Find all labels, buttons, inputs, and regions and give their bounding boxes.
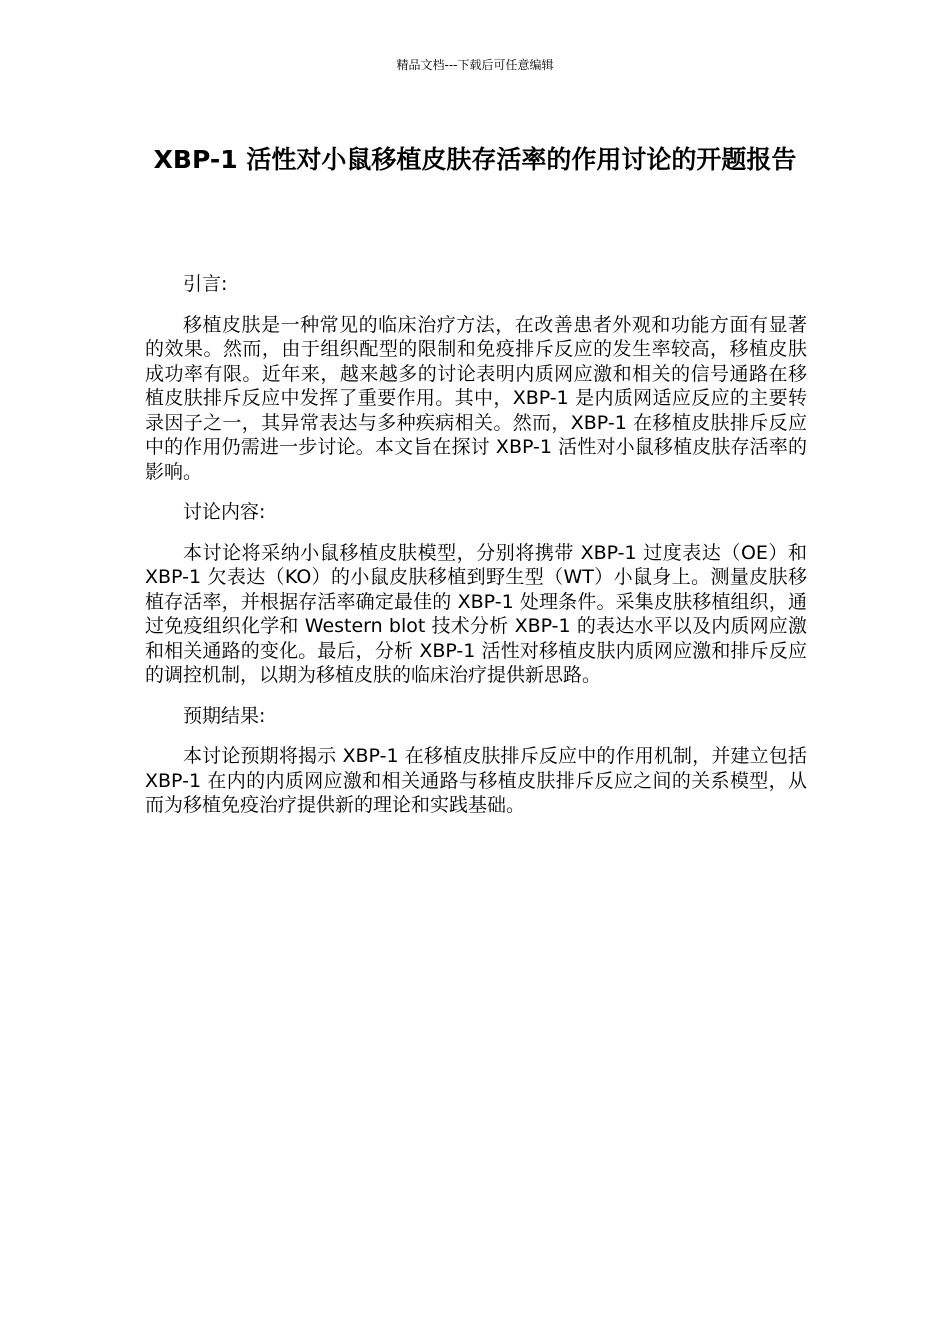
document-title: XBP-1 活性对小鼠移植皮肤存活率的作用讨论的开题报告: [153, 145, 797, 174]
intro-label: 引言:: [183, 273, 228, 295]
content-label: 讨论内容:: [183, 501, 266, 523]
header-note: 精品文档---下载后可任意编辑: [396, 58, 554, 72]
result-paragraph: 本讨论预期将揭示 XBP-1 在移植皮肤排斥反应中的作用机制，并建立包括 XBP-1 在内的内质网应激和相关通路与移植皮肤排斥反应之间的关系模型，从而为移植免疫治疗提供新的理论和实践基础。: [145, 745, 807, 816]
result-label: 预期结果:: [183, 704, 266, 727]
content-paragraph: 本讨论将采纳小鼠移植皮肤模型，分别将携带 XBP-1 过度表达（OE）和 XBP-1 欠表达（KO）的小鼠皮肤移植到野生型（WT）小鼠身上。测量皮肤移植存活率，并根据存活率确定最佳的 XBP-1 处理条件。采集皮肤移植组织，通过免疫组织化学和 Western blot 技术分析 XBP-1 的表达水平以及内质网应激和相关通路的变化。最后，分析 XBP-1 活性对移植皮肤内质网应激和排斥反应的调控机制，以期为移植皮肤的临床治疗提供新思路。: [145, 541, 807, 686]
document-body: [145, 272, 807, 834]
intro-paragraph: 移植皮肤是一种常见的临床治疗方法，在改善患者外观和功能方面有显著的效果。然而，由于组织配型的限制和免疫排斥反应的发生率较高，移植皮肤成功率有限。近年来，越来越多的讨论表明内质网应激和相关的信号通路在移植皮肤排斥反应中发挥了重要作用。其中，XBP-1 是内质网适应反应的主要转录因子之一，其异常表达与多种疾病相关。然而，XBP-1 在移植皮肤排斥反应中的作用仍需进一步讨论。本文旨在探讨 XBP-1 活性对小鼠移植皮肤存活率的影响。: [145, 313, 807, 483]
